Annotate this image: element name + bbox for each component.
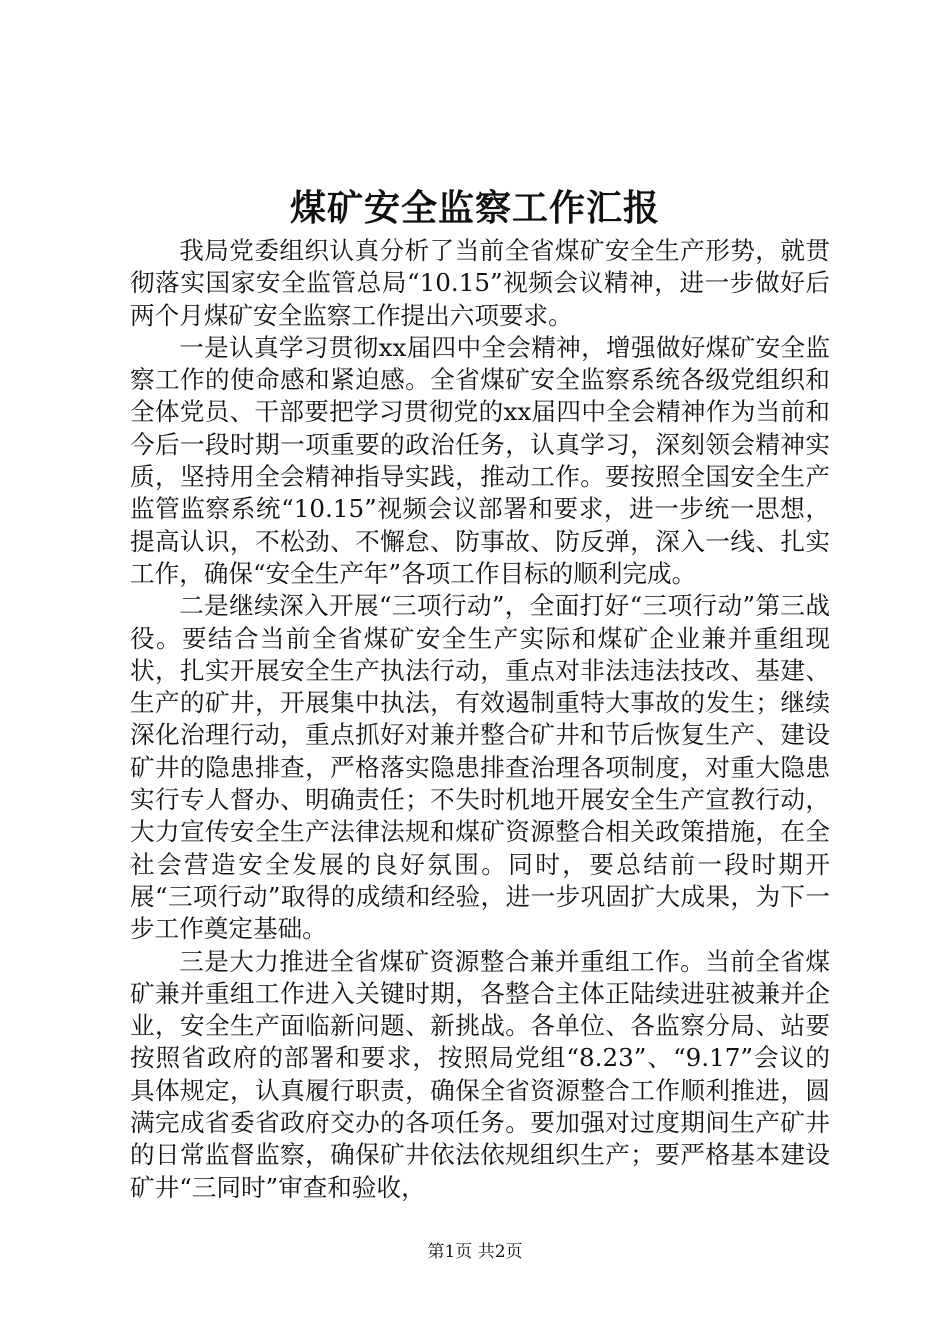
document-body — [130, 235, 830, 1204]
paragraph-requirement-3: 三是大力推进全省煤矿资源整合兼并重组工作。当前全省煤矿兼并重组工作进入关键时期，各整合主体正陆续进驻被兼并企业，安全生产面临新问题、新挑战。各单位、各监察分局、站要按照省政府的部署和要求，按照局党组“8.23”、“9.17”会议的具体规定，认真履行职责，确保全省资源整合工作顺利推进，圆满完成省委省政府交办的各项任务。要加强对过度期间生产矿井的日常监督监察，确保矿井依法依规组织生产；要严格基本建设矿井“三同时”审查和验收， — [130, 946, 830, 1202]
paragraph-requirement-1: 一是认真学习贯彻xx届四中全会精神，增强做好煤矿安全监察工作的使命感和紧迫感。全省煤矿安全监察系统各级党组织和全体党员、干部要把学习贯彻党的xx届四中全会精神作为当前和今后一段时期一项重要的政治任务，认真学习，深刻领会精神实质，坚持用全会精神指导实践，推动工作。要按照全国安全生产监管监察系统“10.15”视频会议部署和要求，进一步统一思想，提高认识，不松劲、不懈怠、防事故、防反弹，深入一线、扎实工作，确保“安全生产年”各项工作目标的顺利完成。 — [130, 332, 830, 588]
document-title: 煤矿安全监察工作汇报 — [289, 187, 660, 229]
page-footer: 第1页 共2页 — [427, 1242, 523, 1262]
paragraph-intro: 我局党委组织认真分析了当前全省煤矿安全生产形势，就贯彻落实国家安全监管总局“10.15”视频会议精神，进一步做好后两个月煤矿安全监察工作提出六项要求。 — [130, 236, 830, 330]
paragraph-requirement-2: 二是继续深入开展“三项行动”，全面打好“三项行动”第三战役。要结合当前全省煤矿安全生产实际和煤矿企业兼并重组现状，扎实开展安全生产执法行动，重点对非法违法技改、基建、生产的矿井，开展集中执法，有效遏制重特大事故的发生；继续深化治理行动，重点抓好对兼并整合矿井和节后恢复生产、建设矿井的隐患排查，严格落实隐患排查治理各项制度，对重大隐患实行专人督办、明确责任；不失时机地开展安全生产宣教行动，大力宣传安全生产法律法规和煤矿资源整合相关政策措施，在全社会营造安全发展的良好氛围。同时，要总结前一段时期开展“三项行动”取得的成绩和经验，进一步巩固扩大成果，为下一步工作奠定基础。 — [130, 591, 830, 944]
